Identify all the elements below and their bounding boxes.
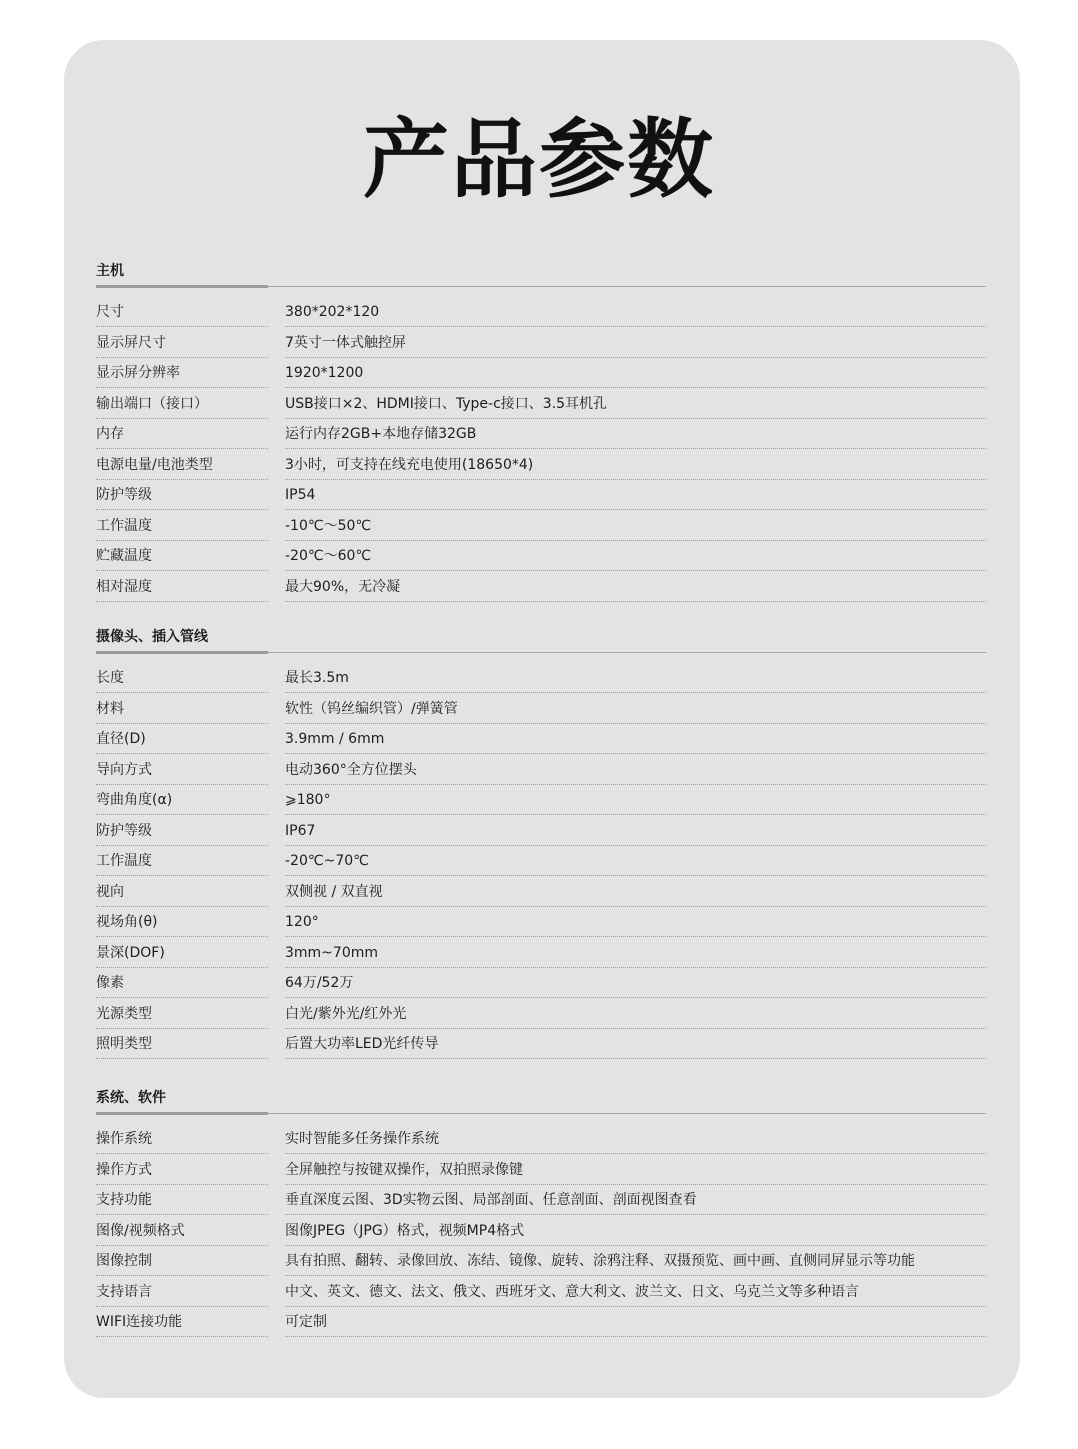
section-accent-bar [96,651,268,654]
spec-value: 软性（钨丝编织管）/弹簧管 [285,694,986,724]
spec-list [96,297,986,602]
spec-value: 电动360°全方位摆头 [285,755,986,785]
spec-row [96,572,986,603]
spec-value: 3.9mm / 6mm [285,724,986,754]
spec-row [96,785,986,816]
spec-row [96,724,986,755]
spec-label: 直径(D) [96,724,268,754]
spec-row [96,1029,986,1060]
spec-value: 实时智能多任务操作系统 [285,1124,986,1154]
spec-row [96,541,986,572]
spec-row [96,1307,986,1338]
spec-row [96,816,986,847]
spec-row [96,846,986,877]
spec-row [96,877,986,908]
spec-value: -10℃～50℃ [285,511,986,541]
section-accent-bar [96,285,268,288]
spec-label: 工作温度 [96,511,268,541]
spec-label: 操作方式 [96,1155,268,1185]
spec-value: 双侧视 / 双直视 [285,877,986,907]
spec-row [96,328,986,359]
spec-label: 内存 [96,419,268,449]
spec-row [96,419,986,450]
spec-value: 垂直深度云图、3D实物云图、局部剖面、任意剖面、剖面视图查看 [285,1185,986,1215]
spec-value: 可定制 [285,1307,986,1337]
spec-value: 具有拍照、翻转、录像回放、冻结、镜像、旋转、涂鸦注释、双摄预览、画中画、直侧同屏显示等功能 [285,1246,986,1276]
spec-label: 像素 [96,968,268,998]
spec-row [96,1277,986,1308]
page-title: 产品参数 [363,110,715,210]
spec-value: 最大90%，无冷凝 [285,572,986,602]
spec-label: 操作系统 [96,1124,268,1154]
spec-row [96,297,986,328]
spec-label: 工作温度 [96,846,268,876]
spec-label: 防护等级 [96,480,268,510]
spec-label: 防护等级 [96,816,268,846]
spec-value: 3mm~70mm [285,938,986,968]
section-camera [96,622,986,1060]
spec-value: 3小时，可支持在线充电使用(18650*4) [285,450,986,480]
spec-row [96,1155,986,1186]
spec-value: 最长3.5m [285,663,986,693]
section-title: 摄像头、插入管线 [96,629,208,645]
spec-label: 显示屏尺寸 [96,328,268,358]
spec-label: 显示屏分辨率 [96,358,268,388]
spec-row [96,1124,986,1155]
spec-label: 相对湿度 [96,572,268,602]
spec-row [96,1246,986,1277]
spec-value: 中文、英文、德文、法文、俄文、西班牙文、意大利文、波兰文、日文、乌克兰文等多种语言 [285,1277,986,1307]
spec-value: 1920*1200 [285,358,986,388]
spec-value: USB接口×2、HDMI接口、Type-c接口、3.5耳机孔 [285,389,986,419]
section-accent-bar [96,1112,268,1115]
spec-label: 弯曲角度(α) [96,785,268,815]
spec-label: 导向方式 [96,755,268,785]
spec-label: 贮藏温度 [96,541,268,571]
spec-value: 图像JPEG（JPG）格式，视频MP4格式 [285,1216,986,1246]
spec-row [96,907,986,938]
section-header [96,256,986,287]
section-host [96,256,986,602]
spec-row [96,358,986,389]
spec-label: 视场角(θ) [96,907,268,937]
spec-row [96,999,986,1030]
spec-value: IP54 [285,480,986,510]
spec-list [96,663,986,1060]
spec-row [96,511,986,542]
spec-label: 材料 [96,694,268,724]
section-header [96,1083,986,1114]
spec-label: 支持功能 [96,1185,268,1215]
section-header [96,622,986,653]
spec-list [96,1124,986,1338]
spec-value: 380*202*120 [285,297,986,327]
spec-label: 长度 [96,663,268,693]
spec-value: IP67 [285,816,986,846]
spec-value: -20℃～60℃ [285,541,986,571]
spec-label: 图像/视频格式 [96,1216,268,1246]
spec-label: 景深(DOF) [96,938,268,968]
spec-value: ⩾180° [285,785,986,815]
spec-label: 输出端口（接口） [96,389,268,419]
spec-row [96,938,986,969]
spec-row [96,1216,986,1247]
spec-label: 支持语言 [96,1277,268,1307]
spec-value: -20℃~70℃ [285,846,986,876]
spec-label: 光源类型 [96,999,268,1029]
spec-label: 尺寸 [96,297,268,327]
spec-row [96,968,986,999]
spec-row [96,389,986,420]
spec-label: 视向 [96,877,268,907]
spec-label: 照明类型 [96,1029,268,1059]
spec-row [96,1185,986,1216]
spec-row [96,694,986,725]
spec-value: 120° [285,907,986,937]
spec-label: 图像控制 [96,1246,268,1276]
spec-row [96,480,986,511]
section-system [96,1083,986,1338]
spec-row [96,450,986,481]
spec-value: 64万/52万 [285,968,986,998]
spec-value: 后置大功率LED光纤传导 [285,1029,986,1059]
section-title: 系统、软件 [96,1090,166,1106]
section-title: 主机 [96,263,124,279]
spec-value: 全屏触控与按键双操作，双拍照录像键 [285,1155,986,1185]
spec-label: 电源电量/电池类型 [96,450,268,480]
spec-row [96,755,986,786]
spec-value: 运行内存2GB+本地存储32GB [285,419,986,449]
spec-value: 白光/紫外光/红外光 [285,999,986,1029]
spec-value: 7英寸一体式触控屏 [285,328,986,358]
spec-label: WIFI连接功能 [96,1307,268,1337]
spec-row [96,663,986,694]
